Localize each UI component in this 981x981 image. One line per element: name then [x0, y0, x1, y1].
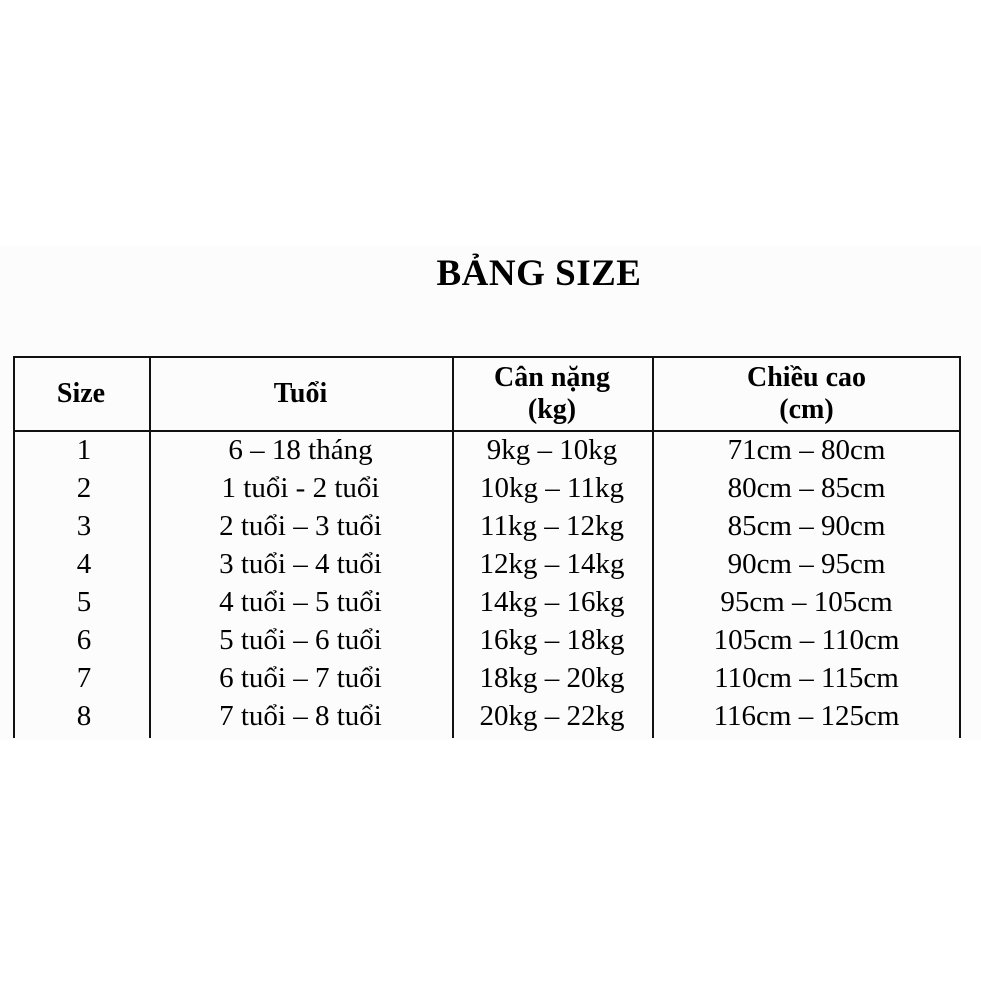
header-age-label: Tuổi [273, 377, 328, 409]
header-height-unit: (cm) [779, 393, 834, 425]
table-top-border [13, 356, 961, 358]
size-table [13, 356, 961, 738]
header-height [652, 356, 961, 431]
table-cell-size: 2 [76, 471, 92, 504]
header-weight [452, 356, 652, 431]
table-cell-weight: 20kg – 22kg [479, 699, 625, 732]
page-title: BẢNG SIZE [436, 253, 642, 294]
table-cell-size: 5 [76, 585, 92, 618]
table-cell-height: 71cm – 80cm [727, 433, 886, 466]
table-cell-weight: 14kg – 16kg [479, 585, 625, 618]
table-cell-size: 7 [76, 661, 92, 694]
table-cell-size: 3 [76, 509, 92, 542]
header-size [13, 356, 149, 431]
table-cell-height: 116cm – 125cm [713, 699, 900, 732]
table-cell-age: 3 tuổi – 4 tuổi [219, 547, 382, 580]
table-cell-height: 80cm – 85cm [727, 471, 886, 504]
column-divider [959, 356, 961, 738]
table-cell-height: 105cm – 110cm [713, 623, 900, 656]
table-cell-age: 2 tuổi – 3 tuổi [219, 509, 382, 542]
column-divider [13, 356, 15, 738]
table-cell-weight: 10kg – 11kg [480, 471, 624, 504]
table-cell-age: 4 tuổi – 5 tuổi [219, 585, 382, 618]
column-divider [452, 356, 454, 738]
column-divider [149, 356, 151, 738]
table-cell-height: 110cm – 115cm [714, 661, 899, 694]
table-cell-size: 8 [76, 699, 92, 732]
header-weight-label: Cân nặng [494, 361, 610, 393]
table-cell-weight: 12kg – 14kg [479, 547, 625, 580]
table-cell-height: 95cm – 105cm [720, 585, 893, 618]
table-cell-age: 6 – 18 tháng [228, 433, 373, 466]
header-height-label: Chiều cao [747, 361, 866, 393]
column-divider [652, 356, 654, 738]
table-cell-weight: 11kg – 12kg [480, 509, 624, 542]
table-cell-size: 1 [76, 433, 92, 466]
table-cell-size: 4 [76, 547, 92, 580]
table-cell-age: 7 tuổi – 8 tuổi [219, 699, 382, 732]
header-size-label: Size [56, 377, 106, 409]
table-cell-height: 85cm – 90cm [727, 509, 886, 542]
table-cell-age: 1 tuổi - 2 tuổi [221, 471, 380, 504]
table-cell-weight: 9kg – 10kg [486, 433, 618, 466]
table-cell-weight: 16kg – 18kg [479, 623, 625, 656]
table-cell-age: 6 tuổi – 7 tuổi [219, 661, 382, 694]
table-cell-age: 5 tuổi – 6 tuổi [219, 623, 382, 656]
table-cell-height: 90cm – 95cm [727, 547, 886, 580]
table-cell-weight: 18kg – 20kg [479, 661, 625, 694]
header-divider [13, 430, 961, 432]
header-age [149, 356, 452, 431]
header-weight-unit: (kg) [527, 393, 577, 425]
table-cell-size: 6 [76, 623, 92, 656]
